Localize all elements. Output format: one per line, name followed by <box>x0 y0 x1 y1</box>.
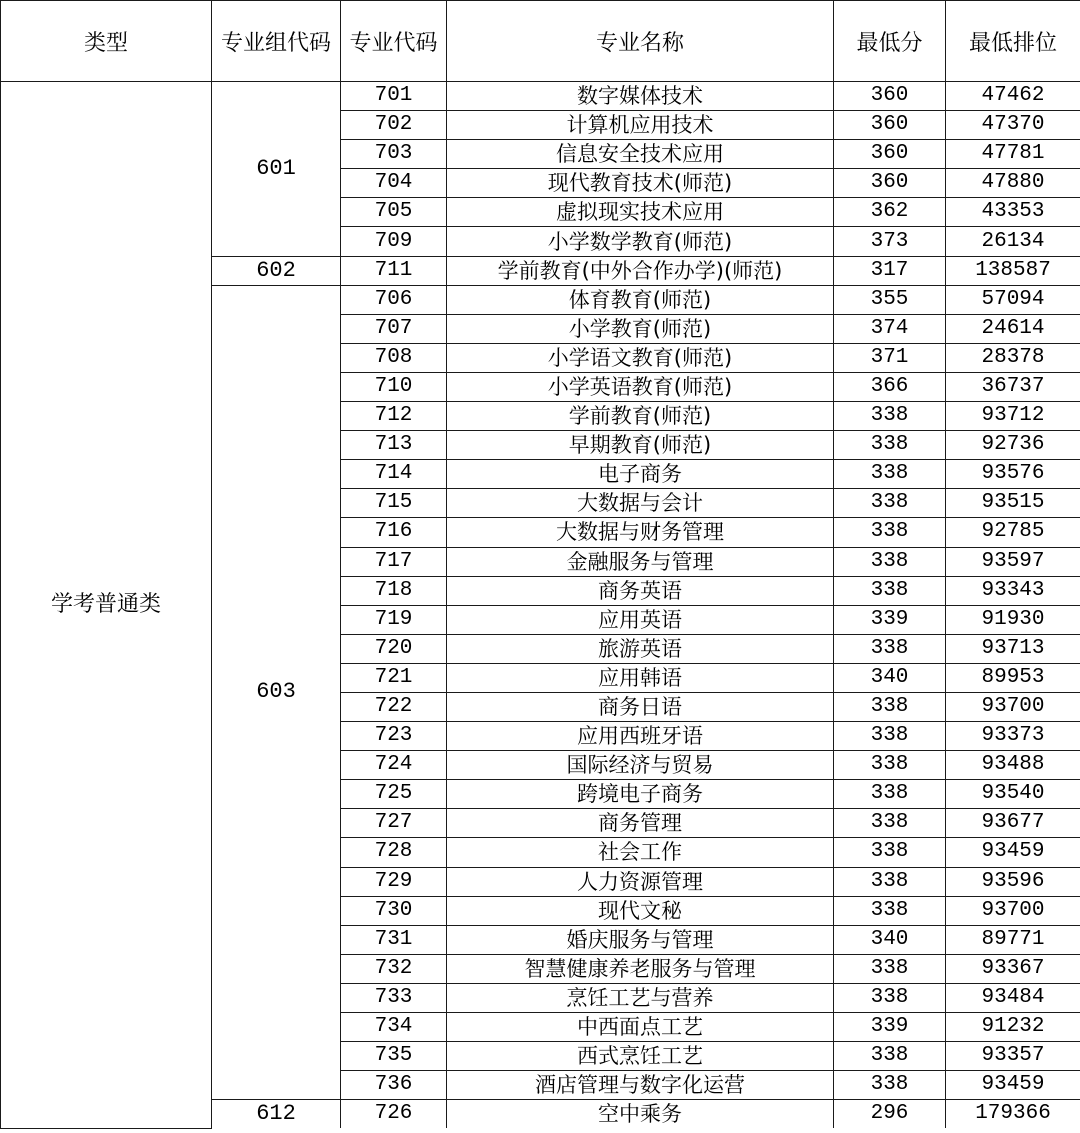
min-rank-cell: 26134 <box>946 227 1080 256</box>
major-code-cell: 708 <box>341 343 447 372</box>
major-name-cell: 学前教育(中外合作办学)(师范) <box>447 256 834 285</box>
min-score-cell: 338 <box>834 954 946 983</box>
min-rank-cell: 93713 <box>946 634 1080 663</box>
min-rank-cell: 93459 <box>946 1071 1080 1100</box>
major-name-cell: 人力资源管理 <box>447 867 834 896</box>
min-rank-cell: 92736 <box>946 431 1080 460</box>
major-name-cell: 社会工作 <box>447 838 834 867</box>
header-min-score: 最低分 <box>834 1 946 82</box>
major-code-cell: 728 <box>341 838 447 867</box>
min-score-cell: 338 <box>834 547 946 576</box>
major-code-cell: 709 <box>341 227 447 256</box>
major-code-cell: 718 <box>341 576 447 605</box>
min-rank-cell: 93367 <box>946 954 1080 983</box>
major-code-cell: 732 <box>341 954 447 983</box>
major-name-cell: 应用西班牙语 <box>447 722 834 751</box>
major-code-cell: 731 <box>341 925 447 954</box>
major-name-cell: 应用韩语 <box>447 663 834 692</box>
min-score-cell: 339 <box>834 1013 946 1042</box>
major-name-cell: 婚庆服务与管理 <box>447 925 834 954</box>
min-rank-cell: 93700 <box>946 692 1080 721</box>
min-score-cell: 338 <box>834 838 946 867</box>
major-code-cell: 706 <box>341 285 447 314</box>
major-name-cell: 学前教育(师范) <box>447 402 834 431</box>
major-name-cell: 计算机应用技术 <box>447 111 834 140</box>
major-name-cell: 小学英语教育(师范) <box>447 372 834 401</box>
min-rank-cell: 47462 <box>946 82 1080 111</box>
min-rank-cell: 93357 <box>946 1042 1080 1071</box>
major-code-cell: 717 <box>341 547 447 576</box>
min-score-cell: 338 <box>834 1071 946 1100</box>
major-code-cell: 702 <box>341 111 447 140</box>
min-score-cell: 338 <box>834 751 946 780</box>
table-body <box>1 82 1080 1129</box>
min-rank-cell: 93700 <box>946 896 1080 925</box>
major-name-cell: 空中乘务 <box>447 1100 834 1129</box>
major-code-cell: 701 <box>341 82 447 111</box>
min-rank-cell: 93484 <box>946 983 1080 1012</box>
header-major-code: 专业代码 <box>341 1 447 82</box>
min-score-cell: 360 <box>834 111 946 140</box>
min-score-cell: 362 <box>834 198 946 227</box>
min-score-cell: 373 <box>834 227 946 256</box>
min-score-cell: 374 <box>834 314 946 343</box>
min-rank-cell: 47370 <box>946 111 1080 140</box>
min-score-cell: 338 <box>834 518 946 547</box>
min-rank-cell: 57094 <box>946 285 1080 314</box>
major-name-cell: 数字媒体技术 <box>447 82 834 111</box>
min-rank-cell: 93459 <box>946 838 1080 867</box>
header-major-name: 专业名称 <box>447 1 834 82</box>
min-rank-cell: 93373 <box>946 722 1080 751</box>
min-rank-cell: 28378 <box>946 343 1080 372</box>
min-rank-cell: 93515 <box>946 489 1080 518</box>
major-code-cell: 719 <box>341 605 447 634</box>
min-score-cell: 366 <box>834 372 946 401</box>
major-code-cell: 703 <box>341 140 447 169</box>
min-score-cell: 338 <box>834 489 946 518</box>
min-rank-cell: 138587 <box>946 256 1080 285</box>
major-code-cell: 730 <box>341 896 447 925</box>
min-score-cell: 338 <box>834 809 946 838</box>
min-score-cell: 338 <box>834 722 946 751</box>
min-rank-cell: 47880 <box>946 169 1080 198</box>
min-rank-cell: 89953 <box>946 663 1080 692</box>
min-score-cell: 338 <box>834 780 946 809</box>
major-code-cell: 714 <box>341 460 447 489</box>
major-name-cell: 虚拟现实技术应用 <box>447 198 834 227</box>
min-score-cell: 317 <box>834 256 946 285</box>
major-code-cell: 725 <box>341 780 447 809</box>
min-rank-cell: 93712 <box>946 402 1080 431</box>
major-name-cell: 西式烹饪工艺 <box>447 1042 834 1071</box>
major-code-cell: 736 <box>341 1071 447 1100</box>
min-rank-cell: 93597 <box>946 547 1080 576</box>
min-rank-cell: 43353 <box>946 198 1080 227</box>
major-name-cell: 跨境电子商务 <box>447 780 834 809</box>
major-name-cell: 现代教育技术(师范) <box>447 169 834 198</box>
major-code-cell: 712 <box>341 402 447 431</box>
major-name-cell: 大数据与会计 <box>447 489 834 518</box>
min-rank-cell: 93488 <box>946 751 1080 780</box>
major-name-cell: 智慧健康养老服务与管理 <box>447 954 834 983</box>
major-name-cell: 中西面点工艺 <box>447 1013 834 1042</box>
major-name-cell: 商务英语 <box>447 576 834 605</box>
min-score-cell: 338 <box>834 867 946 896</box>
min-score-cell: 338 <box>834 460 946 489</box>
min-score-cell: 339 <box>834 605 946 634</box>
major-code-cell: 707 <box>341 314 447 343</box>
header-group-code: 专业组代码 <box>212 1 341 82</box>
min-rank-cell: 93677 <box>946 809 1080 838</box>
major-code-cell: 721 <box>341 663 447 692</box>
min-rank-cell: 93540 <box>946 780 1080 809</box>
min-rank-cell: 92785 <box>946 518 1080 547</box>
min-score-cell: 371 <box>834 343 946 372</box>
min-score-cell: 338 <box>834 634 946 663</box>
min-rank-cell: 91930 <box>946 605 1080 634</box>
min-score-cell: 338 <box>834 431 946 460</box>
major-code-cell: 724 <box>341 751 447 780</box>
header-row <box>1 1 1080 82</box>
major-name-cell: 早期教育(师范) <box>447 431 834 460</box>
major-code-cell: 711 <box>341 256 447 285</box>
min-score-cell: 338 <box>834 692 946 721</box>
major-code-cell: 734 <box>341 1013 447 1042</box>
min-score-cell: 360 <box>834 140 946 169</box>
major-code-cell: 716 <box>341 518 447 547</box>
major-name-cell: 旅游英语 <box>447 634 834 663</box>
major-code-cell: 720 <box>341 634 447 663</box>
major-name-cell: 小学数学教育(师范) <box>447 227 834 256</box>
major-code-cell: 710 <box>341 372 447 401</box>
min-score-cell: 360 <box>834 82 946 111</box>
major-name-cell: 小学教育(师范) <box>447 314 834 343</box>
category-cell: 学考普通类 <box>1 82 212 1129</box>
min-rank-cell: 24614 <box>946 314 1080 343</box>
min-score-cell: 296 <box>834 1100 946 1129</box>
min-score-cell: 340 <box>834 663 946 692</box>
major-name-cell: 国际经济与贸易 <box>447 751 834 780</box>
major-name-cell: 现代文秘 <box>447 896 834 925</box>
group-code-cell: 601 <box>212 82 341 257</box>
min-score-cell: 338 <box>834 896 946 925</box>
major-code-cell: 726 <box>341 1100 447 1129</box>
min-rank-cell: 93576 <box>946 460 1080 489</box>
min-rank-cell: 36737 <box>946 372 1080 401</box>
min-rank-cell: 47781 <box>946 140 1080 169</box>
major-name-cell: 酒店管理与数字化运营 <box>447 1071 834 1100</box>
min-score-cell: 338 <box>834 983 946 1012</box>
min-rank-cell: 93343 <box>946 576 1080 605</box>
major-code-cell: 705 <box>341 198 447 227</box>
min-rank-cell: 179366 <box>946 1100 1080 1129</box>
major-code-cell: 735 <box>341 1042 447 1071</box>
major-code-cell: 733 <box>341 983 447 1012</box>
group-code-cell: 602 <box>212 256 341 285</box>
major-name-cell: 应用英语 <box>447 605 834 634</box>
major-code-cell: 713 <box>341 431 447 460</box>
min-score-cell: 340 <box>834 925 946 954</box>
table-row <box>1 82 1080 111</box>
min-score-cell: 338 <box>834 402 946 431</box>
group-code-cell: 603 <box>212 285 341 1100</box>
major-code-cell: 729 <box>341 867 447 896</box>
header-min-rank: 最低排位 <box>946 1 1080 82</box>
min-score-cell: 338 <box>834 576 946 605</box>
major-name-cell: 体育教育(师范) <box>447 285 834 314</box>
major-code-cell: 715 <box>341 489 447 518</box>
major-name-cell: 电子商务 <box>447 460 834 489</box>
major-name-cell: 烹饪工艺与营养 <box>447 983 834 1012</box>
major-name-cell: 信息安全技术应用 <box>447 140 834 169</box>
major-name-cell: 商务管理 <box>447 809 834 838</box>
header-category: 类型 <box>1 1 212 82</box>
min-score-cell: 338 <box>834 1042 946 1071</box>
major-name-cell: 商务日语 <box>447 692 834 721</box>
min-rank-cell: 89771 <box>946 925 1080 954</box>
min-score-cell: 360 <box>834 169 946 198</box>
major-name-cell: 金融服务与管理 <box>447 547 834 576</box>
min-score-cell: 355 <box>834 285 946 314</box>
major-name-cell: 小学语文教育(师范) <box>447 343 834 372</box>
major-name-cell: 大数据与财务管理 <box>447 518 834 547</box>
min-rank-cell: 91232 <box>946 1013 1080 1042</box>
major-code-cell: 722 <box>341 692 447 721</box>
major-code-cell: 704 <box>341 169 447 198</box>
min-rank-cell: 93596 <box>946 867 1080 896</box>
group-code-cell: 612 <box>212 1100 341 1129</box>
major-code-cell: 727 <box>341 809 447 838</box>
major-code-cell: 723 <box>341 722 447 751</box>
